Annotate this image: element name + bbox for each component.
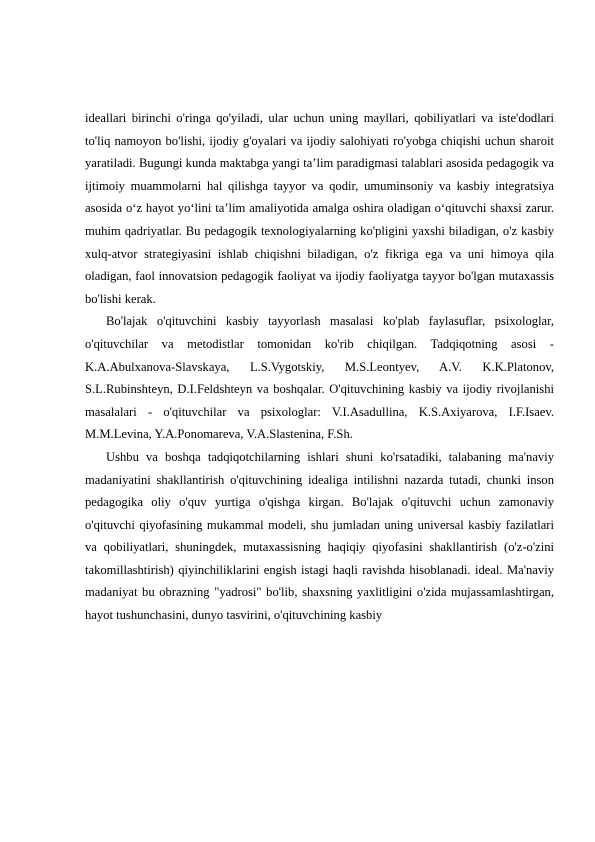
paragraph-3: Ushbu va boshqa tadqiqotchilarning ishlari shuni ko'rsatadiki, talabaning ma'naviy madaniyatini shakllantirish o'qituvchining idealiga intilishni nazarda tutadi, chunki inson pedagogika oliy o'quv yurtiga o'qishga kirgan. Bo'lajak o'qituvchi uchun zamonaviy o'qituvchi qiyofasining mukammal modeli, shu jumladan uning universal kasbiy fazilatlari va qobiliyatlari, shuningdek, mutaxassisning haqiqiy qiyofasini shakllantirish (o'z-o'zini takomillashtirish) qiyinchiliklarini engish istagi haqli ravishda hisoblanadi. ideal. Ma'naviy madaniyat bu obrazning "yadrosi" bo'lib, shaxsning yaxlitligini o'zida mujassamlashtirgan, hayot tushunchasini, dunyo tasvirini, o'qituvchining kasbiy xyxy=(85,449,554,623)
paragraph-2: Bo'lajak o'qituvchini kasbiy tayyorlash masalasi ko'plab faylasuflar, psixologlar, o'qituvchilar va metodistlar tomonidan ko'rib chiqilgan. Tadqiqotning asosi - K.A.Abulxanova-Slavskaya, L.S.Vygotskiy, M.S.Leontyev, A.V. K.K.Platonov, S.L.Rubinshteyn, D.I.Feldshteyn va boshqalar. O'qituvchining kasbiy va ijodiy rivojlanishi masalalari - o'qituvchilar va psixologlar: V.I.Asadullina, K.S.Axiyarova, I.F.Isaev. M.M.Levina, Y.A.Ponomareva, V.A.Slastenina, F.Sh. xyxy=(85,314,554,442)
paragraph-1: ideallari birinchi o'ringa qo'yiladi, ular uchun uning mayllari, qobiliyatlari va iste'dodlari to'liq namoyon bo'lishi, ijodiy g'oyalari va ijodiy salohiyati ro'yobga chiqishi uchun sharoit yaratiladi. Bugungi kunda maktabga yangi ta’lim paradigmasi talablari asosida pedagogik va ijtimoiy muammolarni hal qilishga tayyor va qodir, umuminsoniy va kasbiy integratsiya asosida o‘z hayot yo‘lini ta’lim amaliyotida amalga oshira oladigan o‘qituvchi shaxsi zarur. muhim qadriyatlar. Bu pedagogik texnologiyalarning ko'pligini yaxshi biladigan, o'z kasbiy xulq-atvor strategiyasini ishlab chiqishni biladigan, o'z fikriga ega va uni himoya qila oladigan, faol innovatsion pedagogik faoliyat va ijodiy faoliyatga tayyor bo'lgan mutaxassis bo'lishi kerak. xyxy=(85,111,554,306)
document-page xyxy=(85,107,554,627)
